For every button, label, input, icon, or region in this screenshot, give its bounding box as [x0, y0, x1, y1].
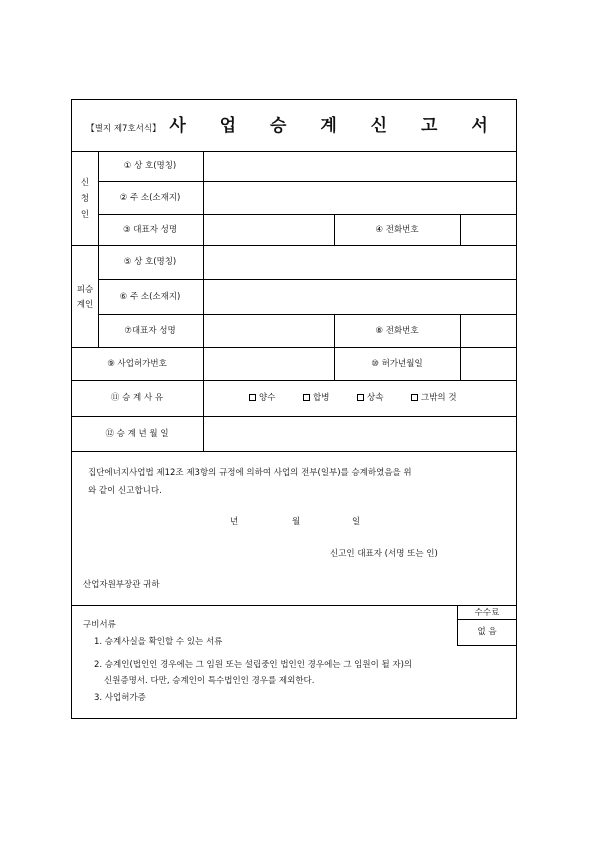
- checkbox-icon[interactable]: [303, 394, 310, 401]
- transferor-representative-label: ⑦대표자 성명: [124, 326, 176, 336]
- row-divider: [72, 380, 516, 381]
- fee-divider: [457, 619, 516, 620]
- transferor-label-2: 계인: [76, 300, 94, 310]
- permit-date-label: ⑩ 허가년월일: [371, 359, 423, 369]
- checkbox-icon[interactable]: [357, 394, 364, 401]
- checkbox-icon[interactable]: [249, 394, 256, 401]
- column-divider: [203, 151, 204, 451]
- row-divider: [72, 347, 516, 348]
- column-divider: [334, 314, 335, 380]
- form-number: 【별지 제7호서식】: [86, 124, 161, 134]
- reason-option-inheritance[interactable]: 상속: [357, 394, 383, 403]
- transferor-label-1: 피승: [76, 285, 94, 295]
- row-divider: [98, 314, 516, 315]
- reason-option-other[interactable]: 그밖의 것: [411, 394, 457, 403]
- succession-reason-label: ⑪ 승 계 사 유: [110, 393, 164, 403]
- fee-value: 없 음: [477, 627, 497, 637]
- fee-box-border: [457, 605, 458, 645]
- date-month: 월: [292, 517, 301, 527]
- transferor-address-label: ⑥ 주 소(소재지): [119, 292, 181, 302]
- row-divider: [72, 451, 516, 452]
- row-divider: [72, 245, 516, 246]
- checkbox-icon[interactable]: [411, 394, 418, 401]
- document-item: 2. 승계인(법인인 경우에는 그 임원 또는 설립중인 법인인 경우에는 그 임원이 될 자)의: [94, 660, 413, 670]
- date-day: 일: [352, 517, 361, 527]
- fee-divider: [457, 645, 516, 646]
- row-divider: [72, 151, 516, 152]
- recipient-line: 산업자원부장관 귀하: [83, 580, 160, 590]
- form-title: 사 업 승 계 신 고 서: [169, 116, 502, 136]
- row-divider: [72, 605, 516, 606]
- date-year: 년: [230, 517, 239, 527]
- declaration-line-2: 와 같이 신고합니다.: [88, 486, 162, 496]
- row-divider: [98, 181, 516, 182]
- document-item: 신원증명서. 다만, 승계인이 특수법인인 경우를 제외한다.: [104, 676, 315, 686]
- transferor-trade-name-label: ⑤ 상 호(명칭): [123, 257, 177, 267]
- transferor-phone-label: ⑧ 전화번호: [375, 326, 419, 336]
- applicant-label-3: 인: [80, 210, 90, 220]
- documents-heading: 구비서류: [83, 620, 116, 630]
- column-divider: [460, 314, 461, 380]
- reason-option-merger[interactable]: 합병: [303, 394, 329, 403]
- applicant-label-1: 신: [80, 178, 90, 188]
- applicant-phone-label: ④ 전화번호: [375, 225, 419, 235]
- applicant-trade-name-label: ① 상 호(명칭): [123, 161, 177, 171]
- reason-option-transfer[interactable]: 양수: [249, 394, 275, 403]
- applicant-address-label: ② 주 소(소재지): [119, 193, 181, 203]
- signer-line: 신고인 대표자 (서명 또는 인): [330, 549, 438, 559]
- column-divider: [460, 214, 461, 245]
- applicant-representative-label: ③ 대표자 성명: [122, 225, 178, 235]
- document-item: 1. 승계사실을 확인할 수 있는 서류: [94, 637, 223, 647]
- row-divider: [98, 214, 516, 215]
- document-item: 3. 사업허가증: [94, 693, 146, 703]
- column-divider: [98, 151, 99, 347]
- row-divider: [98, 279, 516, 280]
- succession-report-form: [71, 99, 517, 719]
- fee-label: 수수료: [474, 608, 500, 618]
- row-divider: [72, 416, 516, 417]
- applicant-label-2: 청: [80, 194, 90, 204]
- page-title: [86, 118, 502, 135]
- permit-number-label: ⑨ 사업허가번호: [107, 359, 167, 369]
- succession-date-label: ⑫ 승 계 년 월 일: [105, 429, 169, 439]
- declaration-line-1: 집단에너지사업법 제12조 제3항의 규정에 의하여 사업의 전부(일부)를 승계하였음을 위: [88, 468, 412, 478]
- column-divider: [334, 214, 335, 245]
